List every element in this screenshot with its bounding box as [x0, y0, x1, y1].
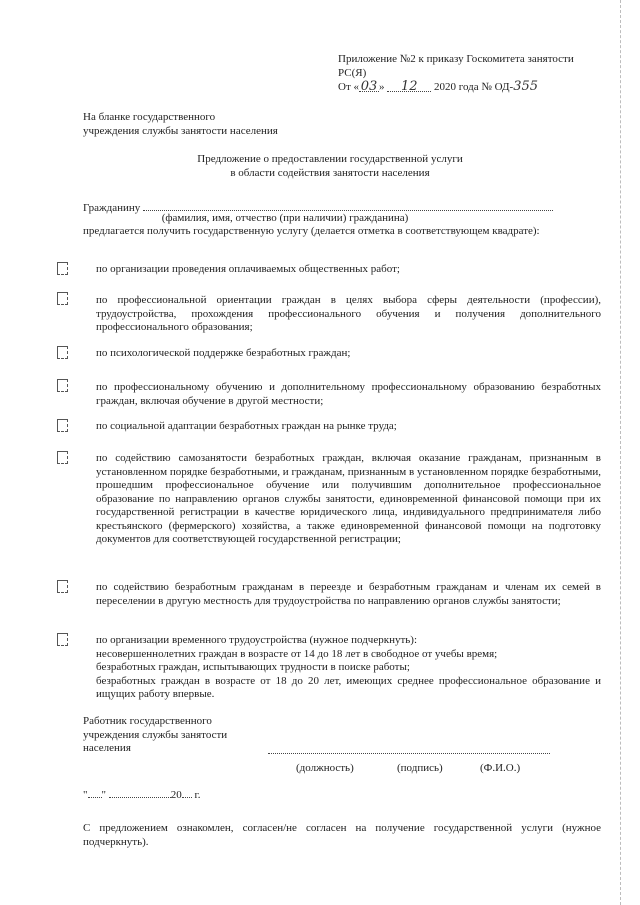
header-order-line [338, 80, 600, 95]
title-line-2: в области содействия занятости населения [230, 166, 430, 179]
header-day-handwritten: 03 [360, 79, 378, 94]
option-checkbox-1[interactable] [57, 262, 68, 275]
header-order-number-handwritten: 355 [513, 79, 539, 94]
option-text-2: по профессиональной ориентации граждан в целях выбора сферы деятельности (профессии), трудоустройства, прохождения профессионального обучения и получения дополнительного профессионального образования; [96, 294, 601, 333]
worker-block [83, 715, 333, 756]
date-year-field[interactable] [182, 786, 192, 798]
date-line [83, 786, 201, 803]
date-year: 20 [170, 789, 182, 801]
position-caption: (должность) [296, 762, 354, 774]
header-line-1: Приложение №2 к приказу Госкомитета занятости [338, 53, 574, 65]
name-caption: (Ф.И.О.) [480, 762, 521, 774]
date-month-field[interactable] [109, 786, 171, 798]
option-checkbox-8[interactable] [57, 633, 68, 646]
header-block [338, 53, 600, 95]
option-8-line-3[interactable]: безработных граждан, испытывающих трудности в поиске работы; [96, 661, 410, 673]
consent-text: С предложением ознакомлен, согласен/не согласен на получение государственной услуги (нужное подчеркнуть). [83, 822, 601, 848]
option-text-7: по содействию безработным гражданам в переезде и безработным гражданам и членам их семей в переселении в другую местность для трудоустройства по направлению органов службы занятости; [96, 581, 601, 607]
option-text-8 [96, 634, 601, 702]
citizen-caption: (фамилия, имя, отчество (при наличии) гражданина) [161, 212, 409, 224]
date-suffix: г. [194, 789, 201, 801]
page-edge-dashed-line [620, 0, 621, 905]
citizen-name-field[interactable] [143, 199, 553, 211]
option-checkbox-2[interactable] [57, 292, 68, 305]
date-day-field[interactable] [88, 786, 102, 798]
option-text-1: по организации проведения оплачиваемых общественных работ; [96, 263, 400, 275]
header-month-handwritten: 12 [400, 79, 418, 94]
header-line-2: РС(Я) [338, 66, 367, 79]
header-order-suffix: 2020 года № ОД- [434, 81, 514, 93]
option-checkbox-4[interactable] [57, 379, 68, 392]
blank-note [83, 111, 333, 138]
signature-caption: (подпись) [397, 762, 443, 774]
blank-note-line-2: учреждения службы занятости населения [83, 124, 278, 137]
citizen-intro: предлагается получить государственную услугу (делается отметка в соответствующем квадрате): [83, 225, 540, 237]
citizen-label: Гражданину [83, 202, 141, 214]
option-8-line-2[interactable]: несовершеннолетних граждан в возрасте от 14 до 18 лет в свободное от учебы время; [96, 647, 498, 660]
option-8-line-4[interactable]: безработных граждан в возрасте от 18 до 20 лет, имеющих среднее профессиональное образование и ищущих работу впервые. [96, 674, 601, 700]
option-text-6: по содействию самозанятости безработных граждан, включая оказание гражданам, признанным в установленном порядке безработными, и гражданам, признанным в установленном порядке безработными, прошедшим профессиональное обучение или получившим дополнительное профессиональное образование по направлению органов службы занятости, единовременной финансовой помощи при их государственной регистрации в качестве юридического лица, индивидуального предпринимателя либо крестьянского (фермерского) хозяйства, а также единовременной финансовой помощи на подготовку документов для соответствующей государственной регистрации; [96, 452, 601, 545]
option-checkbox-5[interactable] [57, 419, 68, 432]
title-line-1: Предложение о предоставлении государственной услуги [197, 153, 463, 165]
date-quote-close: " [101, 789, 106, 801]
header-date-prefix: От « [338, 81, 360, 93]
date-quote-open: " [83, 789, 88, 801]
worker-line-2: учреждения службы занятости [83, 728, 228, 741]
option-checkbox-3[interactable] [57, 346, 68, 359]
option-text-5: по социальной адаптации безработных граждан на рынке труда; [96, 420, 397, 432]
header-date-mid: » [379, 81, 385, 93]
option-8-line-1: по организации временного трудоустройства (нужное подчеркнуть): [96, 634, 417, 646]
worker-line-3: населения [83, 742, 131, 754]
option-text-3: по психологической поддержке безработных граждан; [96, 347, 351, 359]
option-text-4: по профессиональному обучению и дополнительному профессиональному образованию безработных граждан, включая обучение в другой местности; [96, 381, 601, 407]
option-checkbox-6[interactable] [57, 451, 68, 464]
option-checkbox-7[interactable] [57, 580, 68, 593]
signature-line[interactable] [268, 753, 550, 754]
document-title [120, 153, 540, 180]
worker-line-1: Работник государственного [83, 715, 212, 727]
blank-note-line-1: На бланке государственного [83, 111, 216, 123]
